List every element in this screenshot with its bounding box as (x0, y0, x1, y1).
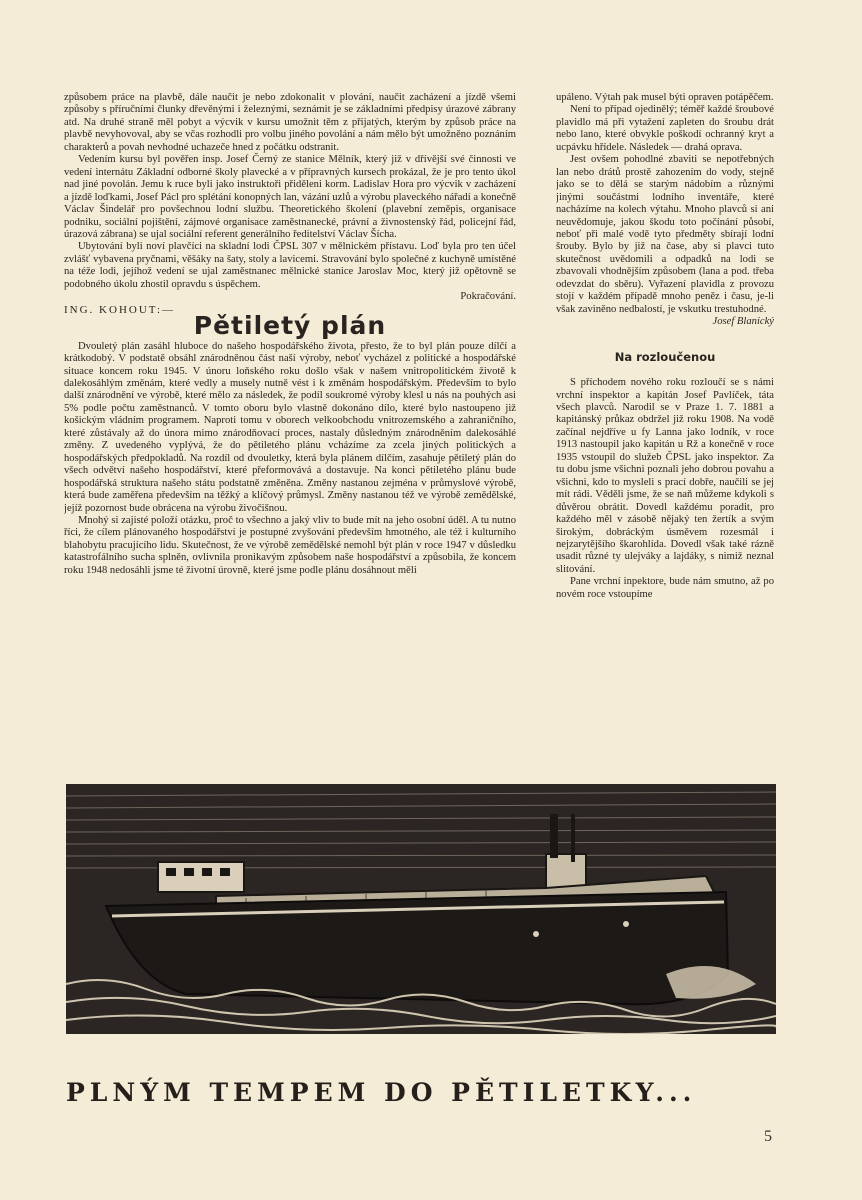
woodcut-ship-illustration (66, 784, 776, 1034)
paragraph: S příchodem nového roku rozloučí se s námi vrchní inspektor a kapitán Josef Pavlíček, táta všech plavců. Narodil se v Praze 1. 7. 1881 a kapitánský průkaz obdržel již roku 1908. Na vodě začínal nejdříve u fy Lanna jako lodník, v roce 1913 nastoupil jako kapitán u Rž a konečně v roce 1935 vstoupil do služeb ČPSL jako inspektor. Za tu dobu jsme všichni poznali jeho dobrou povahu a všichni, kdo to mysleli s prací dobře, naučili se jej mít rádi. Věděli jsme, že se naň můžeme kdykoli s důvěrou obrátit. Dovedl každému poradit, pro každého měl v zásobě nějaký ten žertík a svým širokým, dobráckým úsměvem rozesmál i nejzarytějšího škarohlída. Dovedl však také rázně usadit různé ty ulejváky a lajdáky, s nimiž neznal slitování. (556, 377, 774, 575)
left-column (64, 92, 516, 747)
slogan-banner: PLNÝM TEMPEM DO PĚTILETKY... (66, 1078, 697, 1107)
article-title: Na rozloučenou (614, 349, 716, 364)
signature: Josef Blanický (712, 316, 774, 328)
paragraph: Dvouletý plán zasáhl hluboce do našeho hospodářského života, přesto, že to byl plán pouze dílčí a krátkodobý. V podstatě obsáhl znárodněnou část naší výroby, neboť vycházel z politické a hospodářské situace koncem roku 1945. V únoru loňského roku došlo však v našem vnitropolitickém životě k dalekosáhlým změnám, které vedly a musely nutně vést i k změnám hospodářským. Především to bylo další znárodnění ve výrobě, které mělo za následek, že podíl soukromé výroby klesl u nás na pouhých asi 5% podle počtu zaměstnanců. V tomto oboru bylo vlastně dokonáno dílo, které bylo nastoupeno již košickým vládním programem. Naproti tomu v oborech velkoobchodu vnitrozemského a zahraničního, které zůstávaly až do února mimo znárodňovací proces, nastaly důsledným znárodněním dalekosáhlé změny. Z uvedeného vyplývá, že do pětiletého plánu vcházíme za zcela jiných politických a hospodářských předpokladů. Na rozdíl od dvouletky, která byla plánem dílčím, zasahuje pětiletý plán do všech odvětví našeho hospodářství, které přeformovává a dostavuje. Na konci pětiletého plánu bude hospodářská struktura našeho státu podstatně změněna. Změny nastanou zejména v průmyslové výrobě, která bude zaměřena především na těžký a klíčový průmysl. Změny nastanou též ve výrobě zemědělské, jejíž pozornost bude obrácena na výrobu živočišnou. (64, 340, 516, 514)
ship-illustration-graphic (66, 784, 776, 1034)
paragraph: Není to případ ojedinělý; téměř každé šroubové plavidlo má při vytažení zapleten do šroubu drát nebo lano, které obvykle poškodí ochranný kryt a ucpávku hřídele. Následek — drahá oprava. (556, 104, 774, 153)
continued-paragraph: upáleno. Výtah pak musel býti opraven potápěčem. (556, 92, 774, 103)
right-column (556, 92, 774, 747)
paragraph: Mnohý si zajisté položí otázku, proč to všechno a jaký vliv to bude mít na jeho osobní úděl. A tu nutno říci, že cílem plánovaného hospodářství je postupné zvyšování především hmotného, ale též i kulturního blahobytu pracujícího lidu. Skutečnost, že ve výrobě zemědělské nemohl být plán v roce 1947 v důsledku katastrofálního sucha splněn, ovlivnila pronikavým způsobem naše hospodářství a způsobila, že koncem roku 1948 nedosáhli jsme té životní úrovně, které jsme podle plánu dosáhnout měli (64, 514, 516, 576)
paragraph: Jest ovšem pohodlné zbaviti se nepotřebných lan nebo drátů prostě zahozením do vody, stejně jako se to dělá se starým nádobím a různými jinými součástmi lodního inventáře, které nacházíme na kolech výtahu. Mnoho plavců si ani neuvědomuje, jakou škodu toto počínání působí, neboť při malé vodě tyto předměty sbírají lodní šrouby. Bylo by již na čase, aby si plavci tuto skutečnost uvědomili a odpadků na lodi se zbavovali vhodnějším způsobem (lana a pod. třeba odevzdat do sběru). Vyřazení plavidla z provozu stojí v každém případě mnoho peněz i času, je-li však zaviněno nedbalostí, je vskutku trestuhodné. (556, 154, 774, 315)
byline: ING. KOHOUT:— (64, 303, 175, 316)
page-number: 5 (764, 1128, 772, 1145)
continued-note: Pokračování. (460, 291, 516, 303)
continued-paragraph: způsobem práce na plavbě, dále naučit je nebo zdokonalit v plování, naučit zacházení a jízdě všemi způsoby s příručními člunky dřevěnými i železnými, seznámit je se základními předpisy úrazové zábrany atd. Na druhé straně měl pobyt a výcvik v kursu umožnit těm z přijatých, kterým by způsob práce na plavbě nevyhovoval, aby se včas rozhodli pro volbu jiného povolání a nám mělo být umožněno poznáním charakterů a povah nevhodné uchazeče hned z počátku odstranit. (64, 92, 516, 153)
article-title: Pětiletý plán (193, 311, 387, 341)
paragraph: Pane vrchní inpektore, bude nám smutno, až po novém roce vstoupíme (556, 576, 774, 600)
paragraph: Vedením kursu byl pověřen insp. Josef Černý ze stanice Mělník, který již v dřívější své činnosti ve vedení internátu Základní odborné školy plavecké a v přípravných kursech prokázal, že je pro tento úkol nad jiné povolán. Jemu k ruce byli jako instruktoři přiděleni korm. Ladislav Hora pro výcvik v zacházení a jízdě loďkami, Josef Pácl pro splétání konopných lan, vázání uzlů a výrobu plaveckého nářadí a konečně Václav Šindelář pro povšechnou lodní službu. Theoretického školení (plavební zeměpis, organisace podniku, sociální pojištění, zájmové organisace zaměstnanecké, právní a živnostenský řád, policejní řád, úrazová zábrana) se ujal sociální referent generálního ředitelství Václav Šícha. (64, 154, 516, 240)
paragraph: Ubytování byli noví plavčíci na skladní lodi ČPSL 307 v mělnickém přístavu. Loď byla pro ten účel zvlášť vybavena pryčnami, věšáky na šaty, stoly a lavicemi. Stravování bylo společné z kuchyně umístěné na téže lodi, jejíhož vedení se ujal zaměstnanec mělnické stanice Jaroslav Moc, který již opětovně se podobného úkolu zhostil opravdu s úspěchem. (64, 241, 516, 290)
